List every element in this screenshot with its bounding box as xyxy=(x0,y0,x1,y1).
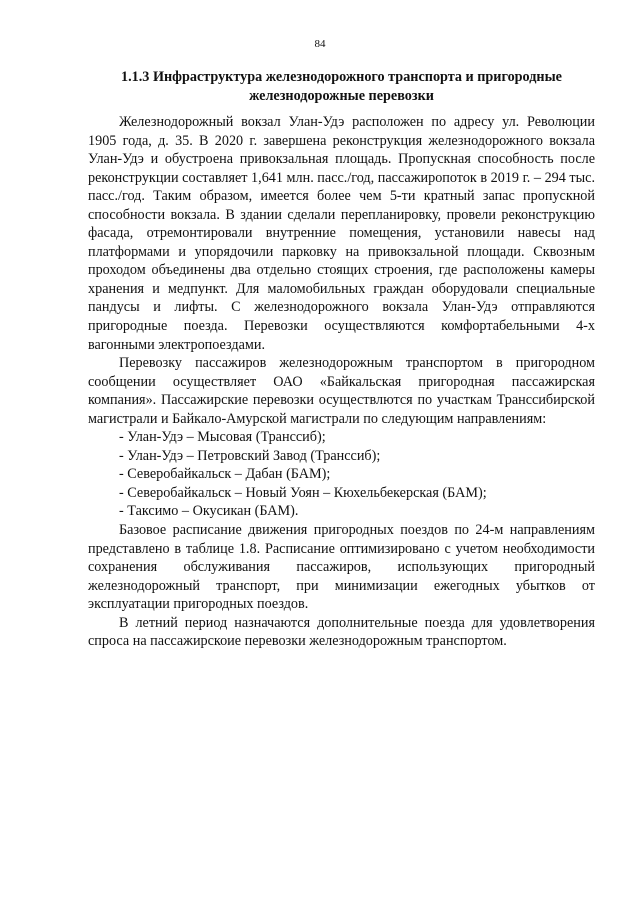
paragraph-operator: Перевозку пассажиров железнодорожным транспортом в пригородном сообщении осуществляет ОАО «Байкальская пригородная пассажирская компания». Пассажирские перевозки осуществлются по участкам Транссибирской магистрали и Байкало-Амурской магистрали по следующим направлениям: xyxy=(88,355,595,427)
list-item: - Улан-Удэ – Петровский Завод (Транссиб); xyxy=(119,447,381,464)
paragraph-schedule: Базовое расписание движения пригородных поездов по 24-м направлениям представлено в таблице 1.8. Расписание оптимизировано с учетом необходимости сохранения обслуживания пассажиров, использующих пригородный железнодорожный транспорт, при минимизации ежегодных убытков от эксплуатации пригородных поездов. xyxy=(88,522,595,613)
list-item: - Северобайкальск – Дабан (БАМ); xyxy=(119,466,331,483)
list-item: - Таксимо – Окусикан (БАМ). xyxy=(119,503,299,520)
page-content xyxy=(88,68,595,651)
page-number: 84 xyxy=(314,38,326,50)
section-heading-line-1: 1.1.3 Инфраструктура железнодорожного транспорта и пригородные xyxy=(121,69,562,85)
directions-list xyxy=(88,428,595,521)
section-heading xyxy=(88,68,595,105)
list-item: - Северобайкальск – Новый Уоян – Кюхельбекерская (БАМ); xyxy=(119,484,487,501)
list-item: - Улан-Удэ – Мысовая (Транссиб); xyxy=(119,429,326,446)
paragraph-summer: В летний период назначаются дополнительные поезда для удовлетворения спроса на пассажирскоие перевозки железнодорожным транспортом. xyxy=(88,614,595,650)
paragraph-station: Железнодорожный вокзал Улан-Удэ расположен по адресу ул. Революции 1905 года, д. 35. В 2020 г. завершена реконструкция железнодорожного вокзала Улан-Удэ и обустроена привокзальная площадь. Пропускная способность после реконструкции составляет 1,641 млн. пасс./год, пассажиропоток в 2019 г. – 294 тыс. пасс./год. Таким образом, имеется более чем 5-ти кратный запас пропускной способности вокзала. В здании сделали перепланировку, провели реконструкцию фасада, отремонтировали внутренние помещения, установили навесы над платформами и упорядочили парковку на привокзальной площади. Сквозным проходом объединены два отдельно стоящих строения, где расположены камеры хранения и медпункт. Для маломобильных граждан оборудовали специальные пандусы и лифты. С железнодорожного вокзала Улан-Удэ отправляются пригородные поезда. Перевозки осуществляются комфортабельными 4-х вагонными электропоездами. xyxy=(88,114,595,353)
section-heading-line-2: железнодорожные перевозки xyxy=(249,87,434,104)
